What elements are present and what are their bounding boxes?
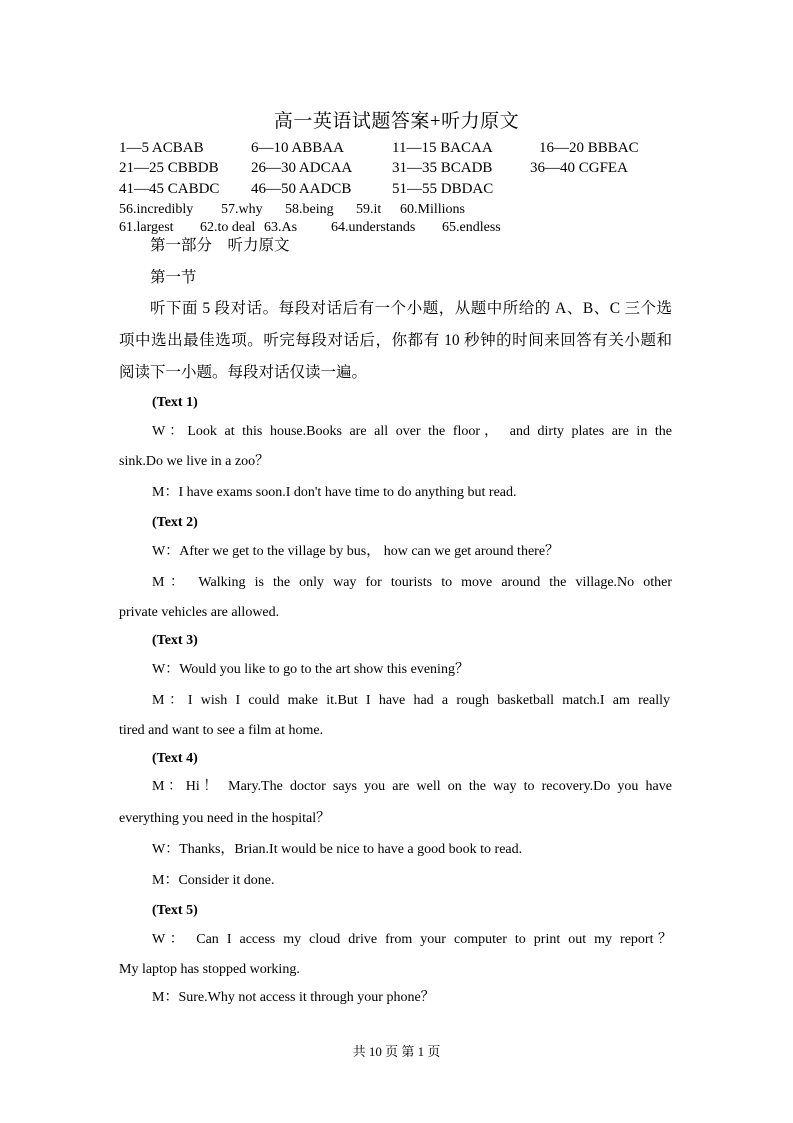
text-label: (Text 2)	[152, 515, 198, 530]
dialogue-line: tired and want to see a film at home.	[119, 723, 324, 738]
answer-group: 26—30 ADCAA	[251, 160, 353, 176]
dialogue-line: W：Would you like to go to the art show this evening？	[152, 662, 469, 677]
dialogue-line: W：Look at this house.Books are all over the floor， and dirty plates are in the	[152, 424, 672, 439]
section-heading: 第一节	[150, 269, 197, 286]
dialogue-line: M：Sure.Why not access it through your phone？	[152, 990, 435, 1005]
dialogue-line: M：Hi！ Mary.The doctor says you are well on the way to recovery.Do you have	[152, 779, 672, 794]
answer-group: 21—25 CBBDB	[119, 160, 219, 176]
fill-answer: 65.endless	[442, 220, 501, 235]
dialogue-line: W：Thanks，Brian.It would be nice to have a good book to read.	[152, 842, 523, 857]
answer-group: 46—50 AADCB	[251, 181, 352, 197]
dialogue-line: sink.Do we live in a zoo？	[119, 454, 270, 469]
text-label: (Text 5)	[152, 903, 198, 918]
page-footer: 共 10 页 第 1 页	[352, 1044, 441, 1059]
fill-answer: 63.As	[264, 220, 298, 235]
dialogue-line: M：I wish I could make it.But I have had a rough basketball match.I am really	[152, 693, 670, 708]
text-label: (Text 4)	[152, 751, 198, 766]
answer-group: 31—35 BCADB	[392, 160, 493, 176]
part-heading: 第一部分 听力原文	[150, 237, 290, 254]
fill-answer: 57.why	[221, 202, 263, 217]
fill-answer: 61.largest	[119, 220, 174, 235]
answer-group: 6—10 ABBAA	[251, 140, 344, 156]
instruction-line: 听下面 5 段对话。每段对话后有一个小题，从题中所给的 A、B、C 三个选	[150, 300, 672, 317]
fill-answer: 58.being	[285, 202, 334, 217]
instruction-line: 阅读下一小题。每段对话仅读一遍。	[119, 364, 368, 381]
fill-answer: 59.it	[356, 202, 382, 217]
answer-group: 11—15 BACAA	[392, 140, 493, 156]
dialogue-line: M：I have exams soon.I don't have time to do anything but read.	[152, 485, 517, 500]
answer-group: 41—45 CABDC	[119, 181, 220, 197]
fill-answer: 62.to deal	[200, 220, 256, 235]
answer-group: 36—40 CGFEA	[530, 160, 628, 176]
answer-group: 51—55 DBDAC	[392, 181, 494, 197]
text-label: (Text 1)	[152, 395, 198, 410]
document-title: 高一英语试题答案+听力原文	[273, 111, 520, 132]
fill-answer: 56.incredibly	[119, 202, 194, 217]
dialogue-line: everything you need in the hospital？	[119, 811, 331, 826]
instruction-line: 项中选出最佳选项。听完每段对话后，你都有 10 秒钟的时间来回答有关小题和	[119, 332, 672, 349]
fill-answer: 64.understands	[331, 220, 416, 235]
dialogue-line: My laptop has stopped working.	[119, 962, 300, 977]
answer-group: 16—20 BBBAC	[539, 140, 639, 156]
dialogue-line: W：After we get to the village by bus， how can we get around there？	[152, 544, 560, 559]
dialogue-line: private vehicles are allowed.	[119, 605, 280, 620]
text-label: (Text 3)	[152, 633, 198, 648]
dialogue-line: M： Walking is the only way for tourists to move around the village.No other	[152, 575, 672, 590]
answer-group: 1—5 ACBAB	[119, 140, 204, 156]
dialogue-line: M：Consider it done.	[152, 873, 275, 888]
dialogue-line: W： Can I access my cloud drive from your computer to print out my report？	[152, 932, 672, 947]
fill-answer: 60.Millions	[400, 202, 465, 217]
